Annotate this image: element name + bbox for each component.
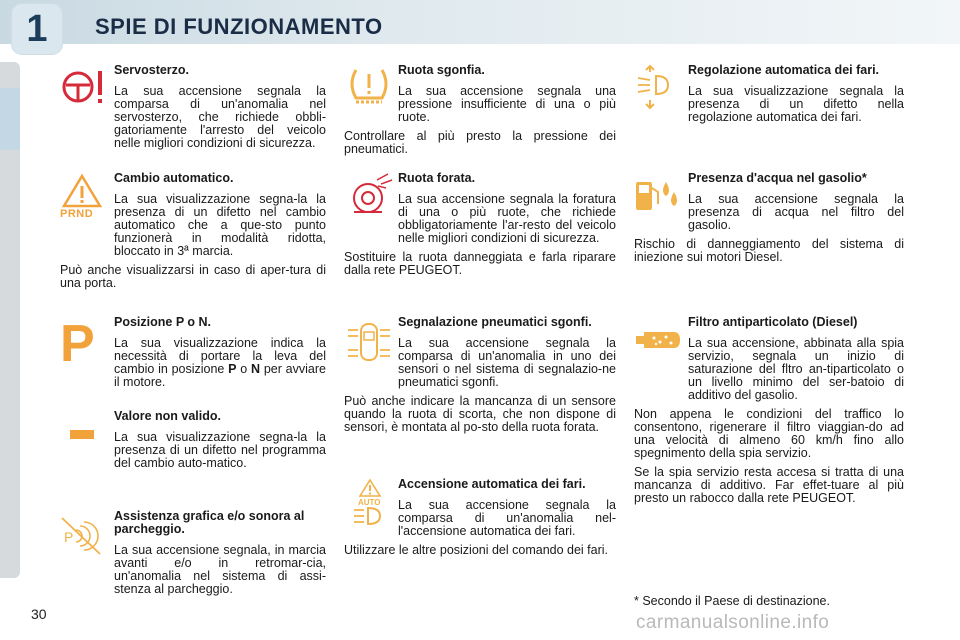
tyre-pressure-icon: [346, 64, 392, 110]
auto-label: AUTO: [358, 498, 381, 507]
entry-accensione: [344, 478, 616, 563]
entry-text: La sua visualizzazione indica la necessità di portare la leva del cambio in posizione P o N per avviare il motore.: [114, 336, 326, 389]
entry-title: Ruota forata.: [398, 171, 476, 185]
entry-posizione: [60, 316, 326, 395]
dash-icon: [70, 430, 94, 440]
entry-text: La sua accensione segnala la presenza di acqua nel filtro del gasolio.: [688, 192, 904, 232]
entry-title: Posizione P o N.: [114, 315, 212, 329]
entry-title: Valore non valido.: [114, 409, 221, 423]
entry-text: La sua accensione segnala la comparsa di un'anomalia in uno dei sensori o nel sistema di segnalazio-ne pneumatici sgonfi.: [398, 336, 616, 389]
prnd-warning-icon: [60, 174, 106, 220]
entry-title: Cambio automatico.: [114, 171, 234, 185]
entry-text: La sua visualizzazione segna-la la presenza di un difetto nel programma del cambio auto-matico.: [114, 430, 326, 470]
entry-title: Presenza d'acqua nel gasolio*: [688, 171, 867, 185]
entry-text: La sua accensione, abbinata alla spia servizio, segnala un inizio di saturazione del fltro an-tiparticolato o un livello minimo del ser-batoio di additivo del gasolio.: [688, 336, 904, 402]
entry-acqua: [634, 172, 904, 270]
entry-filtro: [634, 316, 904, 511]
entry-title: Regolazione automatica dei fari.: [688, 63, 880, 77]
entry-text: La sua visualizzazione segnala la presenza di un difetto nella regolazione automatica dei fari.: [688, 84, 904, 124]
entry-sgonfia: [344, 64, 616, 162]
entry-text: Rischio di danneggiamento del sistema di iniezione sui motori Diesel.: [634, 237, 904, 264]
auto-headlamp-icon: [350, 478, 392, 526]
footnote: * Secondo il Paese di destinazione.: [634, 594, 830, 608]
tyre-sensor-car-icon: [344, 318, 394, 366]
page-number: 30: [31, 606, 47, 622]
entry-servosterzo: [60, 64, 326, 150]
entry-text: La sua accensione segnala la comparsa di un'anomalia nel servosterzo, che richiede obbli-gatoriamente l'arresto del veicolo nelle migliori condizioni di sicurezza.: [114, 84, 326, 150]
entry-title: Ruota sgonfia.: [398, 63, 485, 77]
particle-filter-icon: [634, 324, 684, 356]
headlamp-levelling-icon: [636, 64, 680, 110]
side-tab: [0, 88, 20, 150]
entry-title: Filtro antiparticolato (Diesel): [688, 315, 858, 329]
park-assist-icon: [60, 516, 104, 556]
entry-valore: [60, 410, 326, 476]
entry-segnalazione: [344, 316, 616, 440]
entry-text: Utilizzare le altre posizioni del comando dei fari.: [344, 543, 609, 557]
svg-text:P: P: [64, 529, 74, 545]
punctured-wheel-icon: [348, 172, 394, 218]
entry-text: Può anche indicare la mancanza di un sensore quando la ruota di scorta, che non dispone di sensori, è montata al po-sto della ruota forata.: [344, 394, 616, 434]
steering-warning-icon: [60, 68, 108, 106]
entry-text: Controllare al più presto la pressione dei pneumatici.: [344, 129, 616, 156]
entry-title: Servosterzo.: [114, 63, 190, 77]
chapter-number: 1: [12, 4, 62, 54]
watermark: carmanualsonline.info: [636, 612, 830, 633]
entry-text: La sua accensione segnala una pressione insufficiente di una o più ruote.: [398, 84, 616, 124]
entry-parcheggio: [60, 510, 326, 602]
water-in-diesel-icon: [634, 176, 682, 216]
entry-title: Assistenza grafica e/o sonora al parcheggio.: [114, 509, 305, 536]
entry-text: La sua accensione segnala la comparsa di un'anomalia nel-l'accensione automatica dei fari.: [398, 498, 616, 538]
entry-forata: [344, 172, 616, 283]
entry-text: Non appena le condizioni del traffico lo consentono, rigenerare il filtro viaggian-do ad una velocità di almeno 60 km/h fino allo spegnimento della spia servizio.: [634, 407, 904, 460]
page-title: SPIE DI FUNZIONAMENTO: [95, 14, 383, 39]
prnd-label: PRND: [60, 208, 94, 220]
entry-title: Accensione automatica dei fari.: [398, 477, 586, 491]
p-letter-icon: P: [60, 315, 95, 373]
entry-title: Segnalazione pneumatici sgonfi.: [398, 315, 592, 329]
entry-text: Sostituire la ruota danneggiata e farla riparare dalla rete PEUGEOT.: [344, 250, 616, 277]
entry-cambio: [60, 172, 326, 296]
entry-text: La sua accensione segnala, in marcia avanti e/o in retromar-cia, un'anomalia nel sistema di assi-stenza al parcheggio.: [114, 543, 326, 596]
entry-text: Può anche visualizzarsi in caso di aper-tura di una porta.: [60, 263, 326, 290]
side-tab-strip: [0, 62, 20, 578]
entry-text: La sua accensione segnala la foratura di una o più ruote, che richiede obbligatoriamente l'ar-resto del veicolo nelle migliori condizioni di sicurezza.: [398, 192, 616, 245]
entry-text: Se la spia servizio resta accesa si tratta di una mancanza di additivo. Far effet-tuare al più presto un rabocco dalla rete PEUGEOT.: [634, 465, 904, 505]
entry-regolazione: [634, 64, 904, 130]
entry-text: La sua visualizzazione segna-la la presenza di un difetto nel cambio automatico che a que-sto punto funzionerà in modalità ridotta, bloccato in 3ª marcia.: [114, 192, 326, 258]
